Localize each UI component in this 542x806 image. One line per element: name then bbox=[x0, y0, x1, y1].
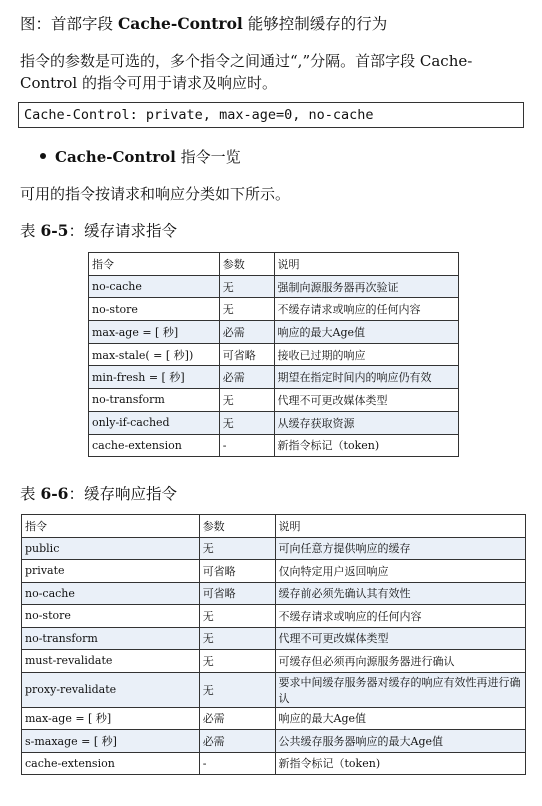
table-cell: 可省略 bbox=[199, 582, 275, 605]
table2-caption bbox=[20, 482, 177, 504]
table1-caption-text: ：缓存请求指令 bbox=[68, 222, 177, 240]
table-cell: no-transform bbox=[89, 389, 220, 412]
table-cell: 不缓存请求或响应的任何内容 bbox=[274, 298, 458, 321]
table-cell: 无 bbox=[199, 605, 275, 628]
table-header-cell: 说明 bbox=[275, 515, 525, 538]
bullet-dot-icon bbox=[40, 153, 46, 159]
caption-suffix: 能够控制缓存的行为 bbox=[242, 15, 388, 33]
table-cell: 可省略 bbox=[219, 343, 274, 366]
response-directives-table bbox=[21, 514, 526, 775]
table-cell: 响应的最大Age值 bbox=[275, 707, 525, 730]
caption-prefix: 图：首部字段 bbox=[20, 15, 118, 33]
table1-caption-number: 6-5 bbox=[40, 221, 69, 240]
table-cell: 必需 bbox=[199, 730, 275, 753]
table-cell: 可向任意方提供响应的缓存 bbox=[275, 537, 525, 560]
table-cell: cache-extension bbox=[22, 752, 200, 775]
table-row bbox=[89, 343, 459, 366]
table-cell: 响应的最大Age值 bbox=[274, 321, 458, 344]
table-cell: - bbox=[199, 752, 275, 775]
table-cell: 从缓存获取资源 bbox=[274, 411, 458, 434]
table-cell: 可省略 bbox=[199, 560, 275, 583]
table-row bbox=[89, 366, 459, 389]
table-cell: 缓存前必须先确认其有效性 bbox=[275, 582, 525, 605]
table-cell: 无 bbox=[199, 537, 275, 560]
table-cell: no-cache bbox=[22, 582, 200, 605]
summary-paragraph: 可用的指令按请求和响应分类如下所示。 bbox=[20, 185, 291, 203]
table-cell: max-age = [ 秒] bbox=[89, 321, 220, 344]
table-cell: 可缓存但必须再向源服务器进行确认 bbox=[275, 650, 525, 673]
intro-paragraph: 指令的参数是可选的，多个指令之间通过“,”分隔。首部字段 Cache-Control 的指令可用于请求及响应时。 bbox=[20, 52, 473, 92]
figure-caption bbox=[20, 12, 387, 34]
table-header-cell: 参数 bbox=[219, 253, 274, 276]
table-cell: 代理不可更改媒体类型 bbox=[274, 389, 458, 412]
table-cell: max-age = [ 秒] bbox=[22, 707, 200, 730]
table-row bbox=[22, 730, 526, 753]
request-directives-table bbox=[88, 252, 459, 457]
table2-caption-text: ：缓存响应指令 bbox=[68, 485, 177, 503]
table-row bbox=[89, 275, 459, 298]
code-example: Cache-Control: private, max-age=0, no-cache bbox=[18, 102, 524, 128]
table-row bbox=[22, 707, 526, 730]
table-cell: 无 bbox=[219, 389, 274, 412]
table-cell: cache-extension bbox=[89, 434, 220, 457]
table-cell: 仅向特定用户返回响应 bbox=[275, 560, 525, 583]
caption-code: Cache-Control bbox=[117, 14, 243, 33]
table-row bbox=[89, 321, 459, 344]
table-row bbox=[89, 434, 459, 457]
table-cell: no-store bbox=[22, 605, 200, 628]
table-cell: 无 bbox=[199, 672, 275, 707]
table-row bbox=[22, 752, 526, 775]
table-cell: s-maxage = [ 秒] bbox=[22, 730, 200, 753]
table-cell: 必需 bbox=[219, 366, 274, 389]
table-header-cell: 说明 bbox=[274, 253, 458, 276]
table-cell: max-stale( = [ 秒]) bbox=[89, 343, 220, 366]
table-cell: 无 bbox=[199, 650, 275, 673]
table-header-cell: 指令 bbox=[22, 515, 200, 538]
table-row bbox=[22, 605, 526, 628]
table2-caption-prefix: 表 bbox=[20, 485, 41, 503]
table-cell: 要求中间缓存服务器对缓存的响应有效性再进行确认 bbox=[275, 672, 525, 707]
table-cell: 无 bbox=[219, 298, 274, 321]
table-header-cell: 参数 bbox=[199, 515, 275, 538]
bullet-code: Cache-Control bbox=[55, 148, 176, 166]
table-row bbox=[22, 672, 526, 707]
table-row bbox=[22, 650, 526, 673]
table-cell: min-fresh = [ 秒] bbox=[89, 366, 220, 389]
table-cell: 公共缓存服务器响应的最大Age值 bbox=[275, 730, 525, 753]
table-cell: 必需 bbox=[199, 707, 275, 730]
table-row bbox=[22, 537, 526, 560]
table-cell: 期望在指定时间内的响应仍有效 bbox=[274, 366, 458, 389]
table-cell: no-transform bbox=[22, 627, 200, 650]
table-cell: 必需 bbox=[219, 321, 274, 344]
table-header-row bbox=[22, 515, 526, 538]
table-cell: no-store bbox=[89, 298, 220, 321]
table1-caption bbox=[20, 219, 177, 241]
bullet-item bbox=[40, 146, 241, 167]
table-cell: 接收已过期的响应 bbox=[274, 343, 458, 366]
table-row bbox=[89, 411, 459, 434]
table-cell: private bbox=[22, 560, 200, 583]
table-cell: proxy-revalidate bbox=[22, 672, 200, 707]
table-row bbox=[22, 627, 526, 650]
table-header-cell: 指令 bbox=[89, 253, 220, 276]
table2-caption-number: 6-6 bbox=[40, 484, 69, 503]
table-row bbox=[22, 560, 526, 583]
table-cell: 无 bbox=[219, 411, 274, 434]
bullet-text: 指令一览 bbox=[175, 148, 241, 166]
table-header-row bbox=[89, 253, 459, 276]
table-cell: 无 bbox=[199, 627, 275, 650]
table-cell: must-revalidate bbox=[22, 650, 200, 673]
table-row bbox=[89, 298, 459, 321]
table-cell: - bbox=[219, 434, 274, 457]
table-cell: only-if-cached bbox=[89, 411, 220, 434]
table-cell: no-cache bbox=[89, 275, 220, 298]
table-cell: 不缓存请求或响应的任何内容 bbox=[275, 605, 525, 628]
table-row bbox=[89, 389, 459, 412]
table-cell: 无 bbox=[219, 275, 274, 298]
table-cell: 强制向源服务器再次验证 bbox=[274, 275, 458, 298]
table-cell: 新指令标记（token) bbox=[274, 434, 458, 457]
table1-caption-prefix: 表 bbox=[20, 222, 41, 240]
table-cell: 代理不可更改媒体类型 bbox=[275, 627, 525, 650]
table-cell: public bbox=[22, 537, 200, 560]
table-row bbox=[22, 582, 526, 605]
table-cell: 新指令标记（token) bbox=[275, 752, 525, 775]
